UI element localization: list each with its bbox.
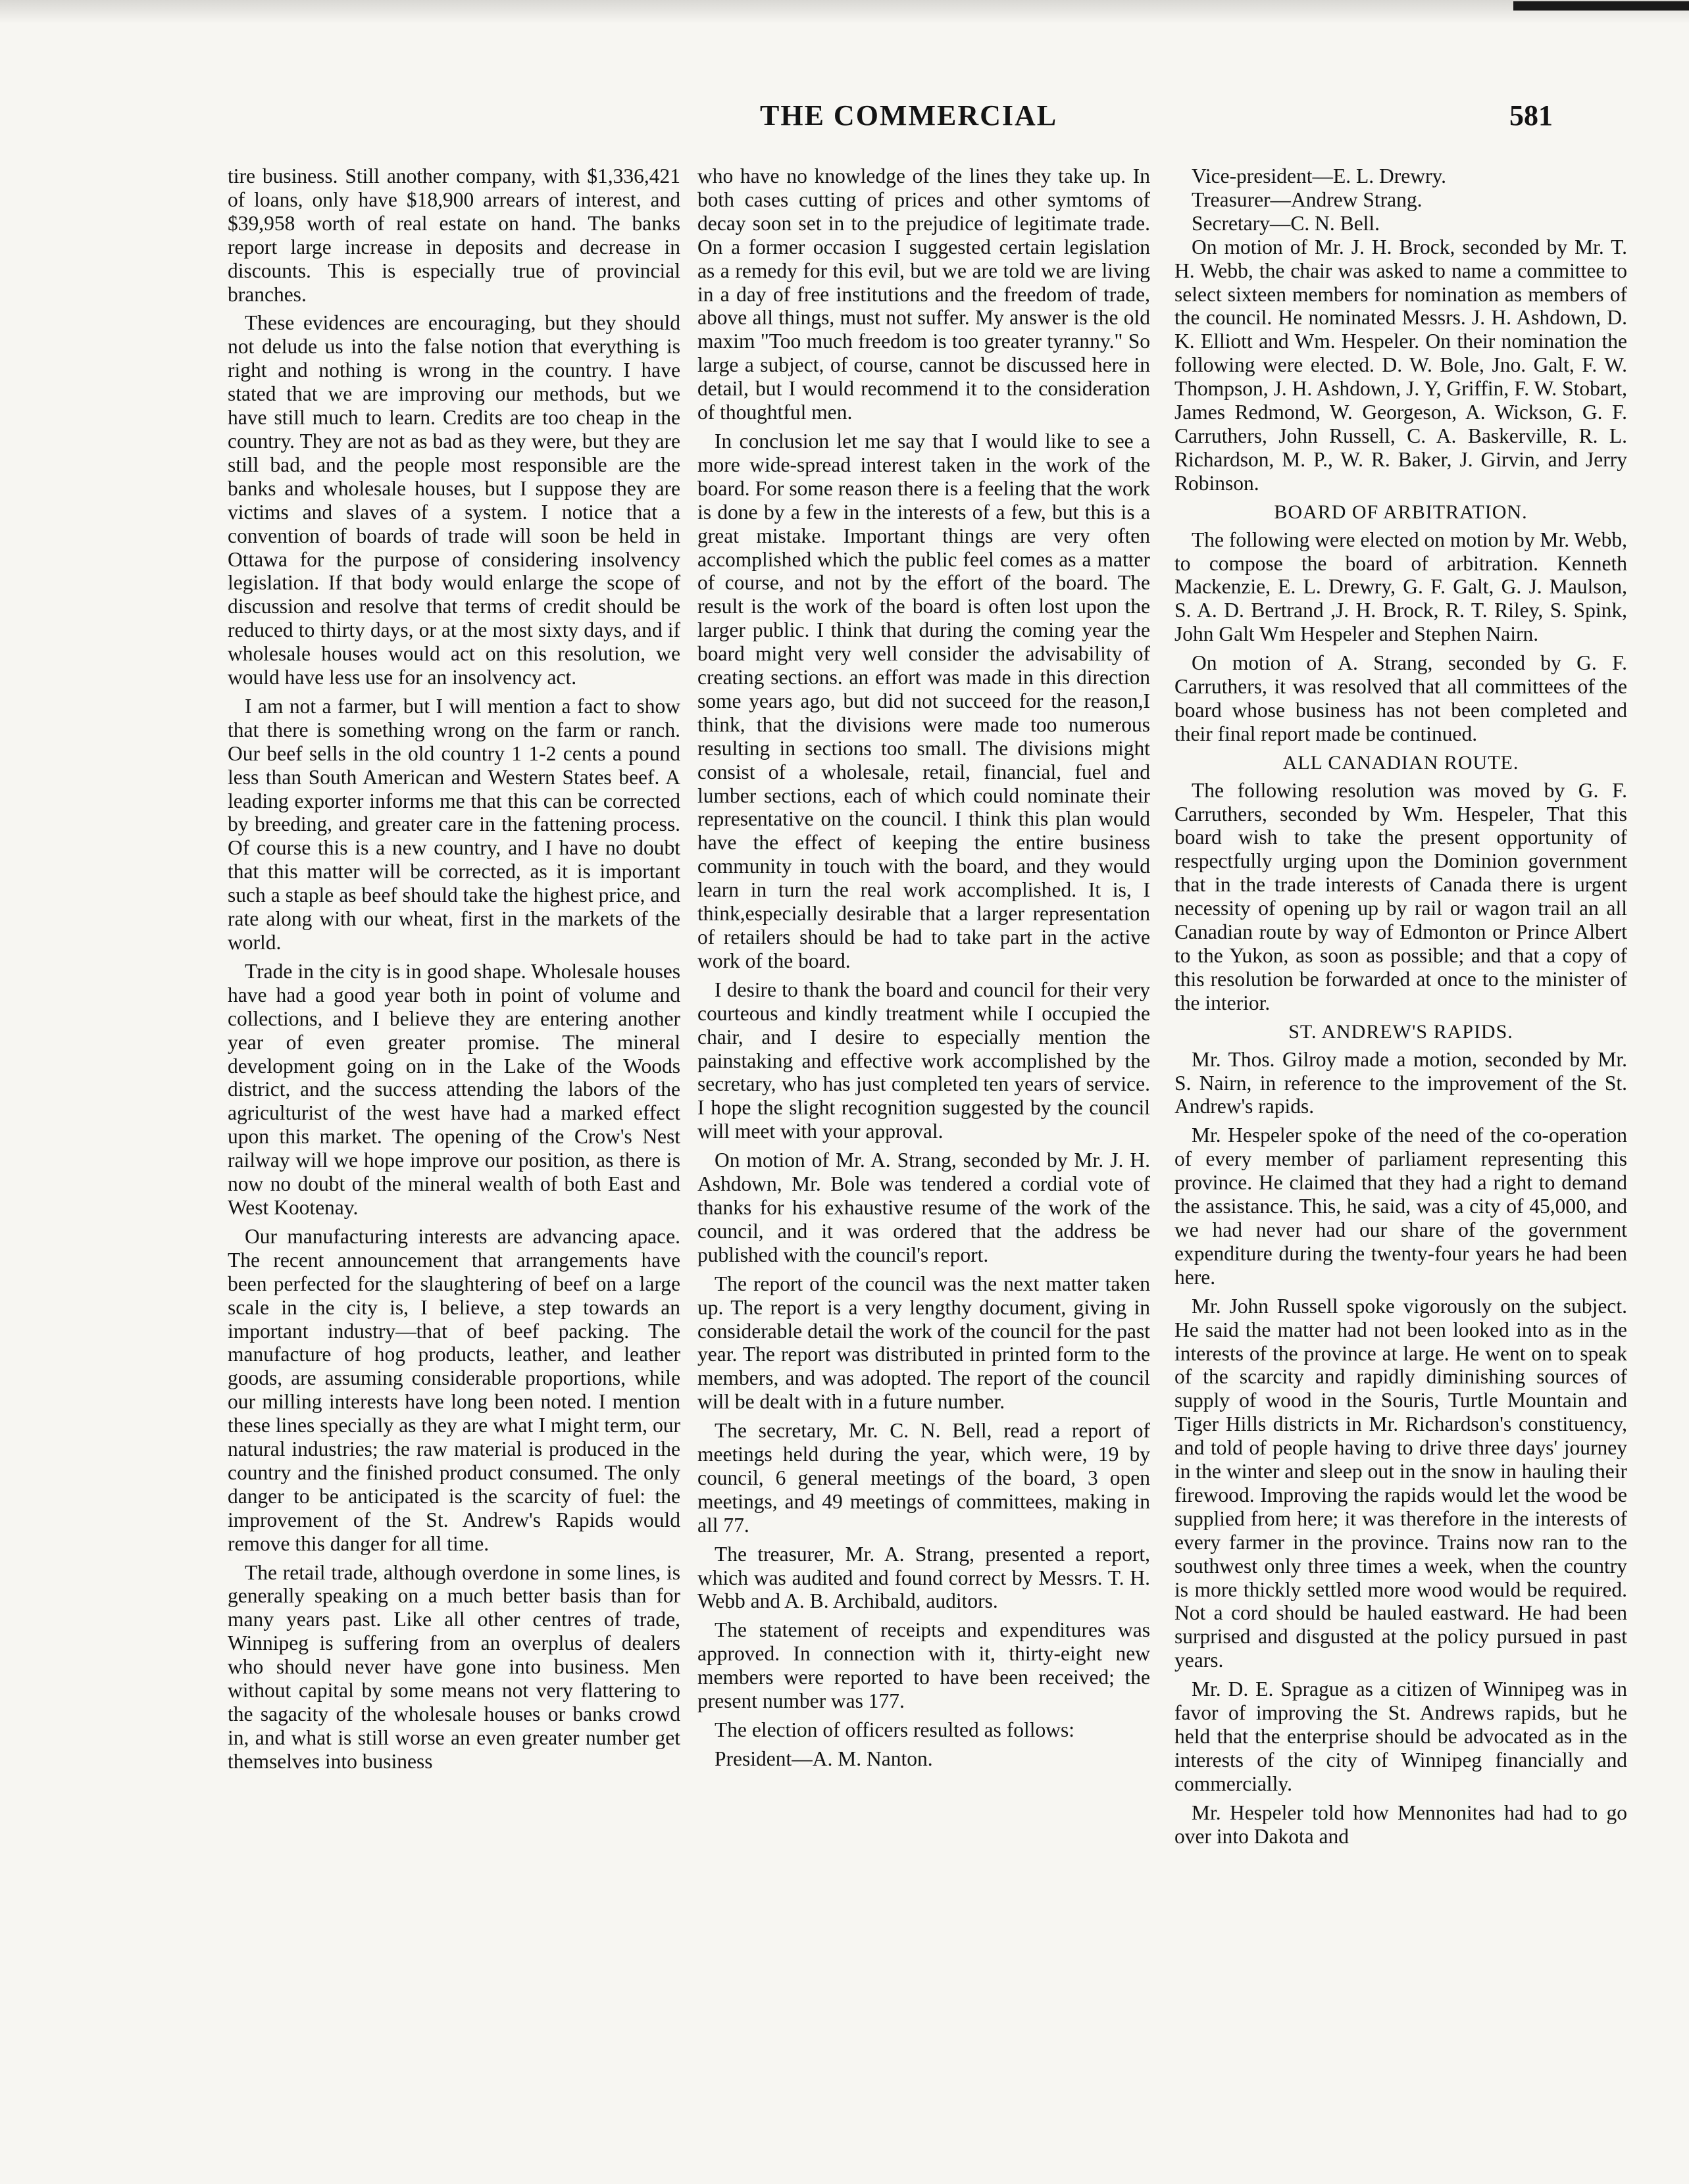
paragraph: On motion of Mr. A. Strang, seconded by Mr. J. H. Ashdown, Mr. Bole was tendered a cordial vote of thanks for his exhaustive resume of the work of the council, and it was ordered that the address be published with the council's report.	[697, 1149, 1150, 1266]
officer-line: Secretary—C. N. Bell.	[1192, 211, 1380, 235]
paragraph: The following resolution was moved by G. F. Carruthers, seconded by Wm. Hespeler, That this board wish to take the present opportunity of respectfully urging upon the Dominion government that in the trade interests of Canada there is urgent necessity of opening up by rail or wagon trail an all Canadian route by way of Edmonton or Prince Albert to the Yukon, as soon as possible; and that a copy of this resolution be forwarded at once to the minister of the interior.	[1174, 778, 1627, 1014]
text-column-1	[228, 164, 680, 2158]
paragraph: The secretary, Mr. C. N. Bell, read a report of meetings held during the year, which were, 19 by council, 6 general meetings of the board, 3 open meetings, and 49 meetings of committees, making in all 77.	[697, 1419, 1150, 1537]
paragraph: In conclusion let me say that I would like to see a more wide-spread interest taken in the work of the board. For some reason there is a feeling that the work is done by a few in the interests of a few, but this is a great mistake. Important things are very often accomplished which the public feel comes as a matter of course, and not by the effort of the board. The result is the work of the board is often lost upon the larger public. I think that during the coming year the board might very well consider the advisability of creating sections. an effort was made in this direction some years ago, but did not succeed for the reason,I think, that the divisions were made too numerous resulting in sections too small. The divisions might consist of a wholesale, retail, financial, fuel and lumber sections, each of which could nominate their representative on the council. I think this plan would have the effect of keeping the entire business community in touch with the board, and they would learn in turn the real work accomplished. It is, I think,especially desirable that a larger representation of retailers should be had to take part in the active work of the board.	[697, 429, 1150, 972]
paragraph: Mr. D. E. Sprague as a citizen of Winnipeg was in favor of improving the St. Andrews rapids, but he held that the enterprise should be advocated as in the interests of the city of Winnipeg financially and commercially.	[1174, 1677, 1627, 1795]
section-heading: ST. ANDREW'S RAPIDS.	[1288, 1020, 1513, 1043]
paragraph: I am not a farmer, but I will mention a fact to show that there is something wrong on the farm or ranch. Our beef sells in the old country 1 1-2 cents a pound less than South American and Western States beef. A leading exporter informs me that this can be corrected by breeding, and greater care in the fattening process. Of course this is a new country, and I have no doubt that this matter will be corrected, as it is important such a staple as beef should take the highest price, and rate along with our wheat, first in the markets of the world.	[228, 694, 680, 954]
continued-paragraph: tire business. Still another company, with $1,336,421 of loans, only have $18,900 arrears of interest, and $39,958 worth of real estate on hand. The banks report large increase in deposits and decrease in discounts. This is especially true of provincial branches.	[228, 164, 680, 306]
scan-edge-shadow	[0, 0, 1689, 24]
running-head	[0, 99, 1689, 138]
page-number: 581	[1509, 99, 1553, 132]
paragraph: Trade in the city is in good shape. Wholesale houses have had a good year both in point of volume and collections, and I believe they are entering another year of even greater promise. The mineral development going on in the Lake of the Woods district, and the success attending the labors of the agriculturist of the west have had a marked effect upon this market. The opening of the Crow's Nest railway will we hope improve our position, as there is now no doubt of the mineral wealth of both East and West Kootenay.	[228, 959, 680, 1219]
section-heading: BOARD OF ARBITRATION.	[1274, 501, 1528, 523]
paragraph: Our manufacturing interests are advancing apace. The recent announcement that arrangements have been perfected for the slaughtering of beef on a large scale in the city is, I believe, a step towards an important industry—that of beef packing. The manufacture of hog products, leather, and leather goods, are assuming considerable proportions, while our milling interests have long been noted. I mention these lines specially as they are what I might term, our natural industries; the raw material is produced in the country and the finished product consumed. The only danger to be anticipated is the scarcity of fuel: the improvement of the St. Andrew's Rapids would remove this danger for all time.	[228, 1224, 680, 1555]
paragraph: The election of officers resulted as follows:	[715, 1718, 1074, 1741]
paragraph: The treasurer, Mr. A. Strang, presented a report, which was audited and found correct by Messrs. T. H. Webb and A. B. Archibald, auditors.	[697, 1542, 1150, 1613]
officer-line: Vice-president—E. L. Drewry.	[1192, 164, 1447, 187]
paragraph: The statement of receipts and expenditures was approved. In connection with it, thirty-eight new members were reported to have been received; the present number was 177.	[697, 1618, 1150, 1713]
paragraph: Mr. Thos. Gilroy made a motion, seconded by Mr. S. Nairn, in reference to the improvement of the St. Andrew's rapids.	[1174, 1047, 1627, 1118]
paragraph: On motion of A. Strang, seconded by G. F. Carruthers, it was resolved that all committees of the board whose business has not been completed and their final report made be continued.	[1174, 651, 1627, 745]
paragraph: Mr. John Russell spoke vigorously on the subject. He said the matter had not been looked into as in the interests of the province at large. He went on to speak of the scarcity and rapidly diminishing sources of supply of wood in the Souris, Turtle Mountain and Tiger Hills districts in Mr. Richardson's constituency, and told of people having to drive three days' journey in the winter and sleep out in the snow in hauling their firewood. Improving the rapids would let the wood be supplied from here; it was therefore in the interests of every farmer in the province. Trains now ran to the southwest only three times a week, when the country is more thickly settled more wood would be required. Not a cord should be hauled eastward. He had been surprised and disgusted at the policy pursued in past years.	[1174, 1294, 1627, 1672]
publication-title: THE COMMERCIAL	[760, 99, 1058, 132]
paragraph: These evidences are encouraging, but they should not delude us into the false notion that everything is right and nothing is wrong in the country. I have stated that we are improving our methods, but we have still much to learn. Credits are too cheap in the country. They are not as bad as they were, but they are still bad, and the people most responsible are the banks and wholesale houses, but I suppose they are victims and slaves of a system. I notice that a convention of boards of trade will soon be held in Ottawa for the purpose of considering insolvency legislation. If that body would enlarge the scope of discussion and resolve that terms of credit should be reduced to thirty days, or at the most sixty days, and if wholesale houses would act on this resolution, we would have less use for an insolvency act.	[228, 311, 680, 689]
paragraph: On motion of Mr. J. H. Brock, seconded by Mr. T. H. Webb, the chair was asked to name a committee to select sixteen members for nomination as members of the council. He nominated Messrs. J. H. Ashdown, D. K. Elliott and Wm. Hespeler. On their nomination the following were elected. D. W. Bole, Jno. Galt, F. W. Thompson, J. H. Ashdown, J. Y, Griffin, F. W. Stobart, James Redmond, W. Georgeson, A. Wickson, G. F. Carruthers, John Russell, C. A. Baskerville, R. L. Richardson, M. P., W. R. Baker, J. Girvin, and Jerry Robinson.	[1174, 235, 1627, 495]
text-column-2	[697, 164, 1150, 2158]
continued-paragraph: who have no knowledge of the lines they take up. In both cases cutting of prices and other symtoms of decay soon set in to the prejudice of legitimate trade. On a former occasion I suggested certain legislation as a remedy for this evil, but we are told we are living in a day of free institutions and the freedom of trade, above all things, must not suffer. My answer is the old maxim "Too much freedom is too greater tyranny." So large a subject, of course, cannot be discussed here in detail, but I would recommend it to the consideration of thoughtful men.	[697, 164, 1150, 424]
paragraph: The following were elected on motion by Mr. Webb, to compose the board of arbitration. Kenneth Mackenzie, E. L. Drewry, G. F. Galt, G. J. Maulson, S. A. D. Bertrand ,J. H. Brock, R. T. Riley, S. Spink, John Galt Wm Hespeler and Stephen Nairn.	[1174, 528, 1627, 646]
paragraph: I desire to thank the board and council for their very courteous and kindly treatment while I occupied the chair, and I desire to especially mention the painstaking and effective work accomplished by the secretary, who has just completed ten years of service. I hope the slight recognition suggested by the council will meet with your approval.	[697, 978, 1150, 1143]
paragraph: The retail trade, although overdone in some lines, is generally speaking on a much better basis than for many years past. Like all other centres of trade, Winnipeg is suffering from an overplus of dealers who should never have gone into business. Men without capital by some means not very flattering to the sagacity of the wholesale houses or banks crowd in, and what is still worse an even greater number get themselves into business	[228, 1560, 680, 1773]
scan-edge-bar	[1513, 1, 1689, 11]
paragraph: Mr. Hespeler spoke of the need of the co-operation of every member of parliament representing this province. He claimed that they had a right to demand the assistance. This, he said, was a city of 45,000, and we had never had our share of the government expenditure during the twenty-four years he had been here.	[1174, 1124, 1627, 1289]
text-column-3	[1174, 164, 1627, 2158]
paragraph: Mr. Hespeler told how Mennonites had had to go over into Dakota and	[1174, 1800, 1627, 1848]
officer-line: Treasurer—Andrew Strang.	[1192, 187, 1423, 211]
section-heading: ALL CANADIAN ROUTE.	[1282, 751, 1519, 774]
officer-line: President—A. M. Nanton.	[715, 1747, 933, 1770]
paragraph: The report of the council was the next matter taken up. The report is a very lengthy document, giving in considerable detail the work of the council for the past year. The report was distributed in printed form to the members, and was adopted. The report of the council will be dealt with in a future number.	[697, 1272, 1150, 1414]
